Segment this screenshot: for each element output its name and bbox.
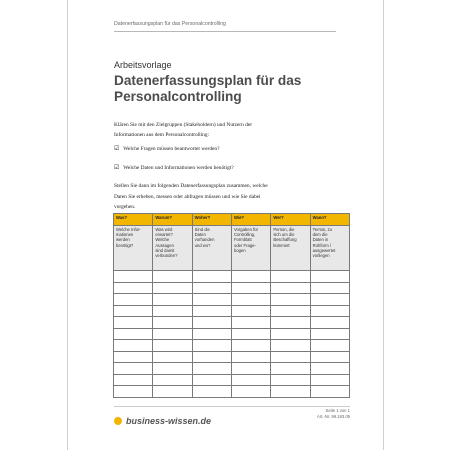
- checklist-item-text: Welche Daten und Informationen werden benötigt?: [123, 165, 234, 171]
- table-cell: [271, 374, 310, 386]
- question-cell-wer: [271, 226, 310, 271]
- table-cell: [114, 340, 153, 352]
- table-cell: [231, 374, 270, 386]
- table-cell: [192, 340, 231, 352]
- column-header-was: Was?: [114, 214, 153, 226]
- cell-line: Formblatt: [233, 237, 252, 243]
- table-row: [114, 294, 350, 306]
- cell-line: mationen: [116, 232, 134, 238]
- table-cell: [310, 351, 349, 363]
- title-line-1: Datenerfassungsplan für das: [114, 73, 302, 88]
- table-cell: [114, 317, 153, 329]
- checkbox-checked-icon: ☑: [114, 165, 120, 171]
- checklist-item-data: [114, 164, 234, 171]
- question-cell-woher: [192, 226, 231, 271]
- title-line-2: Personalcontrolling: [114, 89, 242, 104]
- cell-line: oder Frage-: [233, 242, 256, 248]
- cell-line: benötigt?: [116, 242, 134, 248]
- table-row: [114, 317, 350, 329]
- table-cell: [153, 363, 192, 375]
- table-cell: [310, 340, 349, 352]
- checkbox-checked-icon: ☑: [114, 146, 120, 152]
- column-header-warum: Warum?: [153, 214, 192, 226]
- table-cell: [310, 282, 349, 294]
- table-cell: [271, 363, 310, 375]
- checklist-item-text: Welche Fragen müssen beantwortet werden?: [123, 146, 220, 152]
- cell-line: Controlling,: [233, 232, 256, 238]
- document-type-label: Arbeitsvorlage: [114, 60, 172, 70]
- table-cell: [271, 271, 310, 283]
- table-cell: [231, 294, 270, 306]
- table-cell: [310, 305, 349, 317]
- table-cell: [271, 317, 310, 329]
- table-cell: [153, 328, 192, 340]
- table-cell: [310, 363, 349, 375]
- cell-line: und wo?: [194, 242, 211, 248]
- table-cell: [310, 374, 349, 386]
- table-cell: [231, 317, 270, 329]
- table-cell: [192, 328, 231, 340]
- table-cell: [192, 294, 231, 306]
- table-cell: [310, 328, 349, 340]
- table-cell: [153, 271, 192, 283]
- table-cell: [192, 282, 231, 294]
- cell-line: Termin, zu: [312, 227, 332, 232]
- table-cell: [231, 363, 270, 375]
- table-cell: [271, 294, 310, 306]
- cell-line: vorliegen: [312, 253, 330, 259]
- column-header-wer: Wer?: [271, 214, 310, 226]
- logo-dot-icon: [114, 417, 122, 425]
- table-cell: [153, 340, 192, 352]
- table-cell: [231, 305, 270, 317]
- cell-line: Was wird: [155, 227, 173, 232]
- para-line-1: Stellen Sie dann im folgenden Datenerfassungsplan zusammen, welche: [114, 183, 268, 189]
- cell-line: Beschaffung: [273, 237, 297, 243]
- question-cell-wann: [310, 226, 349, 271]
- table-row: [114, 351, 350, 363]
- table-cell: [192, 305, 231, 317]
- header-divider: [114, 31, 336, 32]
- table-cell: [231, 328, 270, 340]
- table-row: [114, 340, 350, 352]
- table-row: [114, 282, 350, 294]
- article-number: Art.-Nr. 99.193.05: [316, 414, 350, 419]
- table-cell: [271, 328, 310, 340]
- cell-line: Daten in: [312, 237, 329, 243]
- cell-line: Person, die: [273, 227, 295, 232]
- cell-line: erwartet?: [155, 232, 173, 238]
- logo-text: business-wissen.de: [126, 416, 212, 426]
- question-cell-warum: [153, 226, 192, 271]
- table-cell: [153, 374, 192, 386]
- table-row: [114, 374, 350, 386]
- table-cell: [153, 317, 192, 329]
- cell-line: Sind die: [194, 227, 210, 232]
- table-header-row: [114, 214, 350, 226]
- column-header-woher: Woher?: [192, 214, 231, 226]
- table-row: [114, 271, 350, 283]
- table-cell: [271, 386, 310, 398]
- cell-line: Daten: [194, 232, 206, 238]
- table-cell: [231, 351, 270, 363]
- brand-logo: [114, 416, 211, 426]
- instruction-paragraph: [114, 181, 339, 213]
- table-row: [114, 363, 350, 375]
- table-cell: [271, 340, 310, 352]
- table-cell: [192, 351, 231, 363]
- table-row: [114, 328, 350, 340]
- table-question-row: [114, 226, 350, 271]
- table-cell: [231, 271, 270, 283]
- intro-line-1: Klären Sie mit den Zielgruppen (Stakeholdern) und Nutzern der: [114, 122, 253, 128]
- cell-line: dem die: [312, 232, 328, 238]
- table-cell: [192, 317, 231, 329]
- table-cell: [114, 305, 153, 317]
- cell-line: Vorgaben für: [233, 227, 258, 232]
- table-cell: [114, 351, 153, 363]
- table-cell: [153, 351, 192, 363]
- table-cell: [114, 363, 153, 375]
- table-row: [114, 305, 350, 317]
- table-cell: [310, 317, 349, 329]
- page-number: Seite 1 von 1: [325, 408, 350, 413]
- checklist-item-questions: [114, 145, 220, 152]
- table-cell: [114, 294, 153, 306]
- document-page: [67, 0, 384, 450]
- table-cell: [231, 386, 270, 398]
- table-row: [114, 386, 350, 398]
- table-cell: [271, 282, 310, 294]
- para-line-2: Daten Sie erheben, messen oder abfragen müssen und wie Sie dabei: [114, 193, 261, 200]
- intro-line-2: Informationen aus dem Personalcontrolling:: [114, 132, 210, 138]
- table-cell: [271, 305, 310, 317]
- data-collection-table: [113, 213, 350, 398]
- cell-line: verbunden?: [155, 253, 178, 259]
- table-cell: [114, 386, 153, 398]
- table-cell: [153, 386, 192, 398]
- table-cell: [114, 271, 153, 283]
- table-cell: [114, 374, 153, 386]
- table-cell: [231, 340, 270, 352]
- para-line-3: vorgehen.: [114, 204, 136, 211]
- intro-paragraph: [114, 120, 336, 140]
- table-cell: [114, 282, 153, 294]
- document-title: [114, 73, 344, 105]
- cell-line: bogen: [233, 247, 246, 253]
- cell-line: vorhanden: [194, 237, 215, 243]
- table-cell: [114, 328, 153, 340]
- table-cell: [153, 294, 192, 306]
- table-cell: [153, 305, 192, 317]
- table-cell: [192, 386, 231, 398]
- table-cell: [310, 271, 349, 283]
- table-cell: [310, 294, 349, 306]
- cell-line: Aussagen: [155, 242, 174, 248]
- running-header: Datenerfassungsplan für das Personalcontrolling: [114, 21, 226, 27]
- footer-divider: [114, 406, 350, 407]
- cell-line: kümmert: [273, 242, 290, 248]
- cell-line: Welche Infor-: [116, 227, 141, 232]
- question-cell-was: [114, 226, 153, 271]
- cell-line: ausgewertet: [312, 247, 336, 253]
- table-cell: [153, 282, 192, 294]
- table-cell: [231, 282, 270, 294]
- cell-line: Rohform /: [312, 242, 332, 248]
- cell-line: sich um die: [273, 232, 295, 238]
- table-cell: [192, 271, 231, 283]
- footer-meta: [317, 408, 350, 420]
- table-cell: [310, 386, 349, 398]
- table-cell: [192, 374, 231, 386]
- cell-line: werden: [116, 237, 130, 243]
- cell-line: sind damit: [155, 247, 175, 253]
- column-header-wann: Wann?: [310, 214, 349, 226]
- column-header-wie: Wie?: [231, 214, 270, 226]
- table-cell: [192, 363, 231, 375]
- cell-line: Welche: [155, 237, 170, 243]
- table-cell: [271, 351, 310, 363]
- question-cell-wie: [231, 226, 270, 271]
